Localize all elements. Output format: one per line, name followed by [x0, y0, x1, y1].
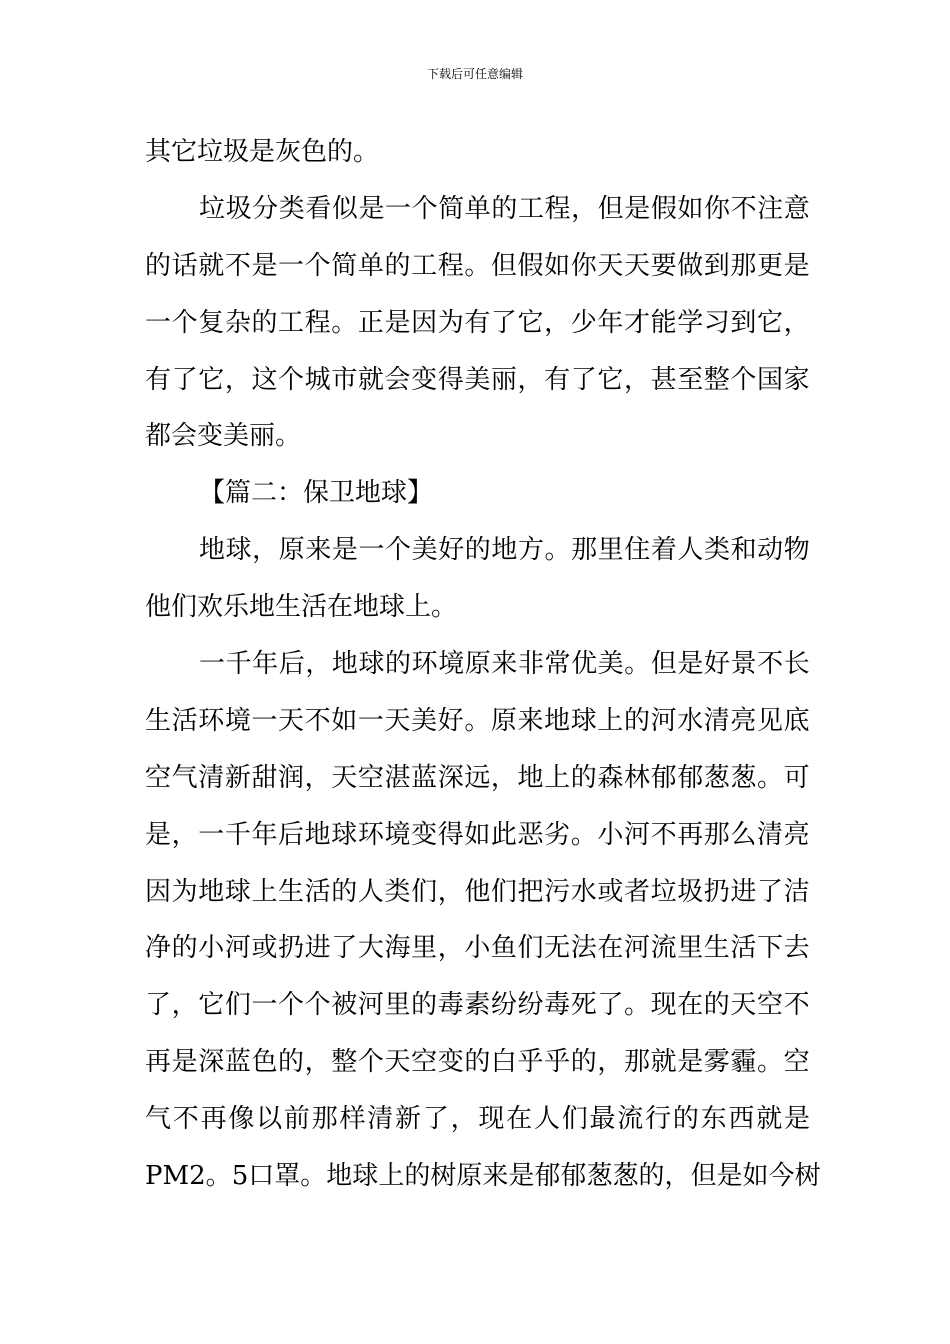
text-line: 因 为 地 球 上 生 活 的 人 类 们 ， 他 们 把 污 水 或 者 垃 圾 扔 进 了 洁: [145, 876, 810, 907]
text-line: 净 的 小 河 或 扔 进 了 大 海 里 ， 小 鱼 们 无 法 在 河 流 里 生 活 下 去: [145, 933, 810, 964]
text-line: 都会变美丽。: [145, 421, 302, 452]
text-line: 其它垃圾是灰色的。: [145, 137, 380, 167]
page-header: 下载后可任意编辑: [426, 67, 523, 81]
text-line: 地 球 ， 原 来 是 一 个 美 好 的 地 方 。 那 里 住 着 人 类 和 动 物: [199, 535, 810, 566]
text-line: 再 是 深 蓝 色 的 ， 整 个 天 空 变 的 白 乎 乎 的 ， 那 就 是 雾 霾 。 空: [145, 1047, 810, 1078]
text-line: 气 不 再 像 以 前 那 样 清 新 了 ， 现 在 人 们 最 流 行 的 东 西 就 是: [145, 1104, 810, 1135]
text-line: 有 了 它 ， 这 个 城 市 就 会 变 得 美 丽 ， 有 了 它 ， 甚 至 整 个 国 家: [145, 364, 810, 395]
text-line: 一 千 年 后 ， 地 球 的 环 境 原 来 非 常 优 美 。 但 是 好 景 不 长: [199, 649, 810, 680]
text-line: 空 气 清 新 甜 润 ， 天 空 湛 蓝 深 远 ， 地 上 的 森 林 郁 郁 葱 葱 。 可: [145, 762, 810, 793]
text-line: 他们欢乐地生活在地球上。: [145, 592, 458, 623]
text-line: 一 个 复 杂 的 工 程 。 正 是 因 为 有 了 它 ， 少 年 才 能 学 习 到 它 ，: [145, 307, 810, 338]
text-line: 的 话 就 不 是 一 个 简 单 的 工 程 。 但 假 如 你 天 天 要 做 到 那 更 是: [145, 250, 810, 281]
text-line: PM2 。 5 口 罩 。 地 球 上 的 树 原 来 是 郁 郁 葱 葱 的 ， 但 是 如 今 树: [145, 1161, 821, 1192]
document-body: [145, 124, 821, 1205]
text-line: 垃 圾 分 类 看 似 是 一 个 简 单 的 工 程 ， 但 是 假 如 你 不 注 意: [199, 193, 810, 224]
text-line: 生 活 环 境 一 天 不 如 一 天 美 好 。 原 来 地 球 上 的 河 水 清 亮 见 底: [145, 705, 810, 736]
text-line: 了 ， 它 们 一 个 个 被 河 里 的 毒 素 纷 纷 毒 死 了 。 现 在 的 天 空 不: [145, 990, 810, 1021]
text-line: 【篇二：保卫地球】: [199, 478, 434, 509]
text-line: 是 ， 一 千 年 后 地 球 环 境 变 得 如 此 恶 劣 。 小 河 不 再 那 么 清 亮: [145, 819, 810, 850]
